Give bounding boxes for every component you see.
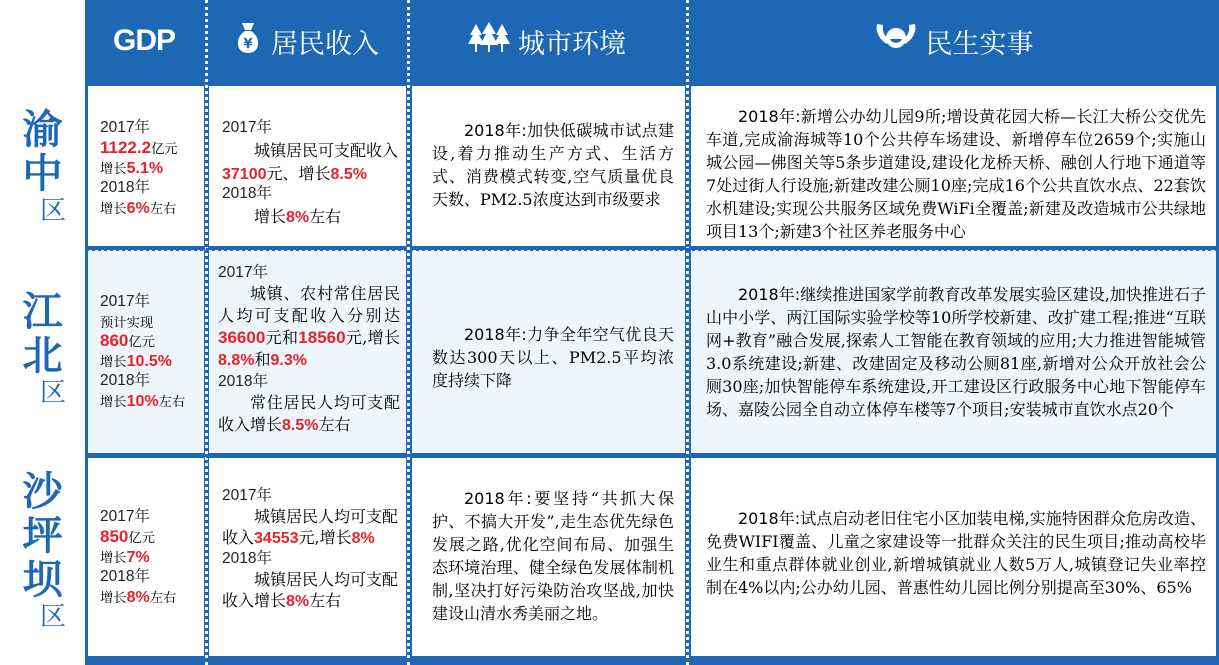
col-divider [686,0,689,665]
col-divider [205,0,208,665]
header-income: ¥ 居民收入 [206,0,406,82]
row-divider [85,659,1219,662]
row3-env: 2018年:要坚持“共抓大保护、不搞大开发”,走生态优先绿色发展之路,优化空间布局、加强生态环境治理、健全绿色发展体制机制,坚决打好污染防治攻坚战,加快建设山清水秀美丽之地。 [432,489,674,623]
row1-live: 2018年:新增公办幼儿园9所;增设黄花园大桥—长江大桥公交优先车道,完成渝海城等10个公共停车场建设、新增停车位2659个;实施山城公园—佛图关等5条步道建设,建设化龙桥天桥、融创人行地下通道等7处过街人行设施;新建改建公厕10座;完成16个公共直饮水点、22套饮水机建设;实现公共服务区域免费WiFi全覆盖;新建及改造城市公共绿地项目13个;新建3个社区养老服务中心 [706,107,1206,241]
row-divider [85,455,1219,458]
raised-hands-icon [874,20,918,63]
row1-env: 2018年:加快低碳城市试点建设,着力推动生产方式、生活方式、消费模式转变,空气质量优良天数、PM2.5浓度达到市级要求 [432,121,674,209]
header-environment: 城市环境 [409,0,685,82]
district-label-yuzhong: 渝 中 区 [22,106,67,226]
svg-text:¥: ¥ [243,36,253,52]
row-divider [85,248,1219,251]
header-livelihood: 民生实事 [688,0,1219,82]
header-gdp: GDP [112,24,175,57]
row3-gdp: 2017年 850亿元 增长7% 2018年 增长8%左右 [100,508,177,606]
row1-gdp: 2017年 1122.2亿元 增长5.1% 2018年 增长6%左右 [100,119,178,217]
col-divider [407,0,410,665]
row2-gdp: 2017年 预计实现 860亿元 增长10.5% 2018年 增长10%左右 [100,293,186,410]
row2-live: 2018年:继续推进国家学前教育改革发展实验区建设,加快推进石子山中小学、两江国际实验学校等10所学校新建、改扩建工程;推进“互联网+教育”融合发展,探索人工智能在教育领域的应用;大力推进智能城管3.0系统建设;新建、改建固定及移动公厕81座,新增对公众开放社会公厕30座;加快智能停车系统建设,开工建设区行政服务中心地下智能停车场、嘉陵公园全自动立体停车楼等7个项目;安装城市直饮水点20个 [706,285,1206,419]
row2-income: 2017年 城镇、农村常住居民人均可支配收入分别达36600元和18560元,增长8.8%和9.3% 2018年 常住居民人均可支配收入增长8.5%左右 [218,264,400,434]
money-bag-icon [233,21,263,62]
row3-live: 2018年:试点启动老旧住宅小区加装电梯,实施特困群众危房改造、免费WIFI覆盖、儿童之家建设等一批群众关注的民生项目;推动高校毕业生和重点群体就业创业,新增城镇就业人数5万人,城镇登记失业率控制在4%以内;公办幼儿园、普惠性幼儿园比例分别提高至30%、65% [706,509,1206,597]
trees-icon [468,22,510,61]
district-label-jiangbei: 江 北 区 [22,288,67,408]
row2-env: 2018年:力争全年空气优良天数达300天以上、PM2.5平均浓度持续下降 [432,325,674,390]
row3-income: 2017年 城镇居民人均可支配收入34553元,增长8% 2018年 城镇居民人均可支配收入增长8%左右 [222,487,399,610]
row1-income: 2017年 城镇居民可支配收入37100元、增长8.5% 2018年 增长8%左右 [222,119,399,226]
district-label-shapingba: 沙 坪 坝 区 [22,468,67,632]
